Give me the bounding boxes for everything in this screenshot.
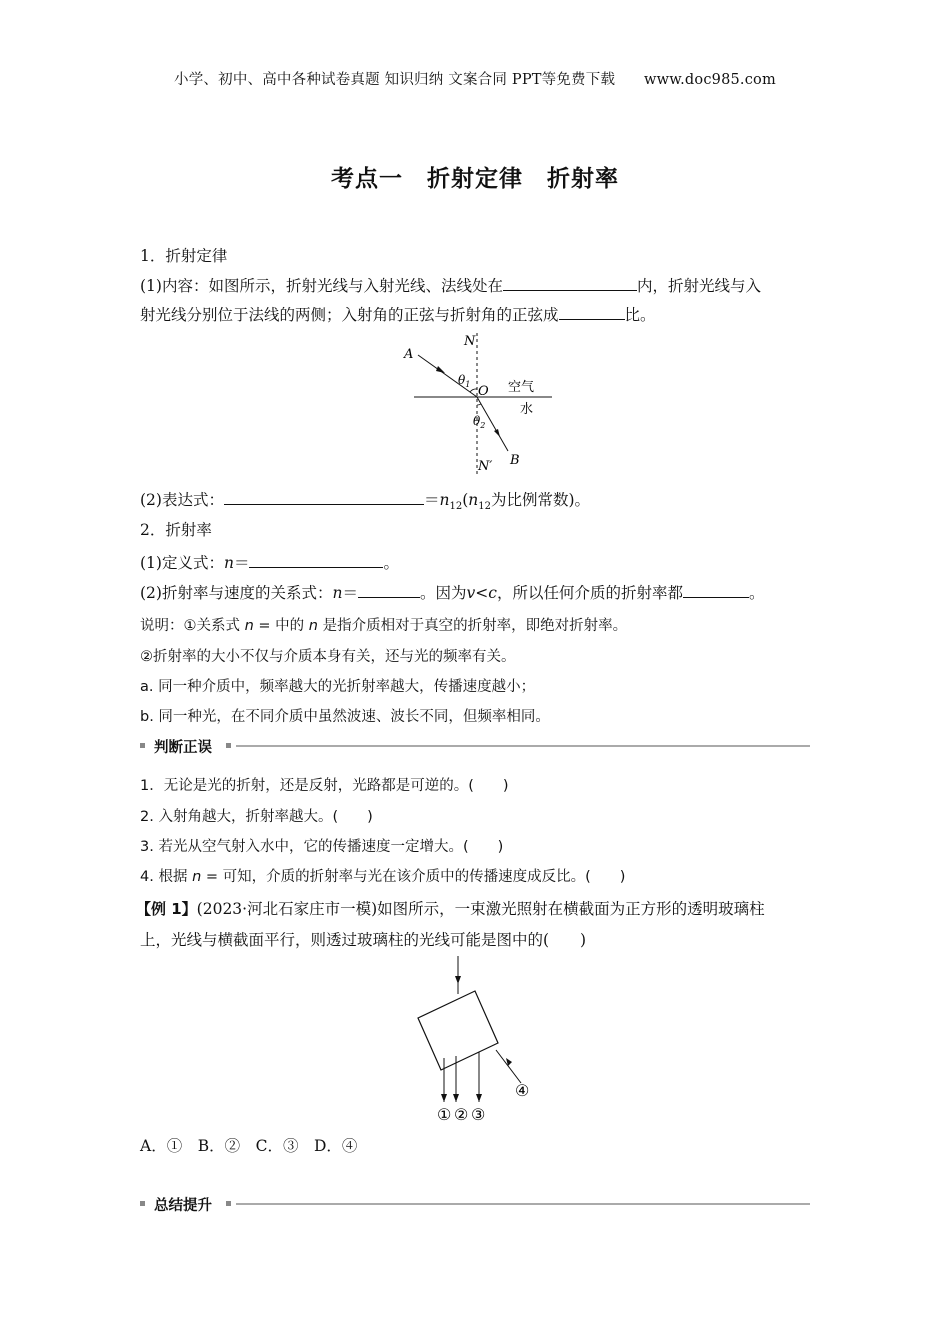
bar-marker-icon	[140, 1201, 145, 1206]
judge-q4: 4. 根据 n = 可知，介质的折射率与光在该介质中的传播速度成反比。( )	[140, 869, 626, 885]
refracted-arrow-icon	[494, 429, 500, 437]
summary-label: 总结提升	[154, 1198, 212, 1214]
section2-heading: 2．折射率	[140, 521, 212, 539]
incident-arrow-icon	[436, 366, 445, 373]
bar-marker-icon	[140, 743, 145, 748]
label-air: 空气	[508, 380, 535, 395]
judge-q2: 2. 入射角越大，折射率越大。( )	[140, 809, 373, 825]
example-line1: 【例 1】(2023·河北石家庄市一模)如图所示，一束激光照射在横截面为正方形的透明玻璃柱	[136, 900, 765, 918]
section1-content-line2: 射光线分别位于法线的两侧；入射角的正弦与折射角的正弦成 比。	[140, 306, 656, 324]
blank-greater[interactable]	[683, 583, 749, 598]
judge-section-bar	[140, 736, 810, 756]
incident-beam-arrow-icon	[455, 976, 461, 984]
ray-4	[496, 1050, 521, 1083]
angle2-arc	[477, 404, 481, 405]
blank-ratio[interactable]	[559, 305, 625, 320]
ray-1-arrow-icon	[441, 1094, 447, 1102]
bar-rule	[236, 1203, 810, 1205]
section1-heading: 1．折射定律	[140, 247, 228, 265]
prism-figure	[410, 950, 540, 1125]
judge-q3: 3. 若光从空气射入水中，它的传播速度一定增大。( )	[140, 839, 504, 855]
blank-definition[interactable]	[249, 553, 383, 568]
label-B: B	[510, 453, 520, 468]
note-a-line: a. 同一种介质中，频率越大的光折射率越大，传播速度越小；	[140, 679, 536, 695]
refraction-figure	[400, 333, 560, 478]
section1-content-line1: (1)内容：如图所示，折射光线与入射光线、法线处在 内，折射光线与入	[140, 277, 761, 295]
relation-line: (2)折射率与速度的关系式：n＝ 。因为v<c，所以任何介质的折射率都 。	[140, 584, 765, 602]
answer-options[interactable]: A．① B．② C．③ D．④	[140, 1137, 358, 1155]
label-O: O	[478, 384, 489, 399]
angle1-arc	[470, 389, 477, 392]
label-ray-4: ④	[515, 1081, 530, 1100]
page-header	[0, 68, 950, 89]
label-theta1: $\theta_1$	[458, 373, 471, 389]
label-ray-3: ③	[471, 1105, 486, 1124]
header-text: 小学、初中、高中各种试卷真题 知识归纳 文案合同 PPT等免费下载	[174, 72, 616, 88]
label-A: A	[404, 347, 414, 362]
ray-2-arrow-icon	[453, 1094, 459, 1102]
label-Nprime: N′	[478, 459, 493, 474]
label-ray-2: ②	[454, 1105, 469, 1124]
example-line2: 上，光线与横截面平行，则透过玻璃柱的光线可能是图中的( )	[140, 931, 587, 949]
note1-line: 说明：①关系式 n = 中的 n 是指介质相对于真空的折射率，即绝对折射率。	[140, 618, 628, 634]
ray-3-arrow-icon	[476, 1094, 482, 1102]
page-title: 考点一 折射定律 折射率	[331, 166, 619, 192]
blank-relation[interactable]	[358, 583, 420, 598]
header-url: www.doc985.com	[644, 72, 776, 88]
label-theta2: $\theta_2$	[473, 414, 486, 430]
bar-marker-icon	[226, 1201, 231, 1206]
judge-label: 判断正误	[154, 740, 212, 756]
summary-section-bar	[140, 1194, 810, 1214]
note-b-line: b. 同一种光，在不同介质中虽然波速、波长不同，但频率相同。	[140, 709, 550, 725]
blank-expression[interactable]	[224, 490, 424, 505]
judge-q1: 1．无论是光的折射，还是反射，光路都是可逆的。( )	[140, 778, 509, 794]
glass-square	[418, 991, 498, 1070]
note2-line: ②折射率的大小不仅与介质本身有关，还与光的频率有关。	[140, 649, 516, 665]
expression-line: (2)表达式： $=n_{12}(n_{12}$为比例常数)。	[140, 491, 591, 513]
definition-line: (1)定义式：n＝ 。	[140, 554, 399, 572]
label-ray-1: ①	[437, 1105, 452, 1124]
label-N: N	[464, 334, 476, 349]
bar-marker-icon	[226, 743, 231, 748]
example-tag: 【例 1】	[136, 900, 197, 918]
bar-rule	[236, 745, 810, 747]
incident-ray	[418, 355, 477, 397]
blank-plane[interactable]	[503, 276, 637, 291]
label-water: 水	[520, 402, 534, 417]
